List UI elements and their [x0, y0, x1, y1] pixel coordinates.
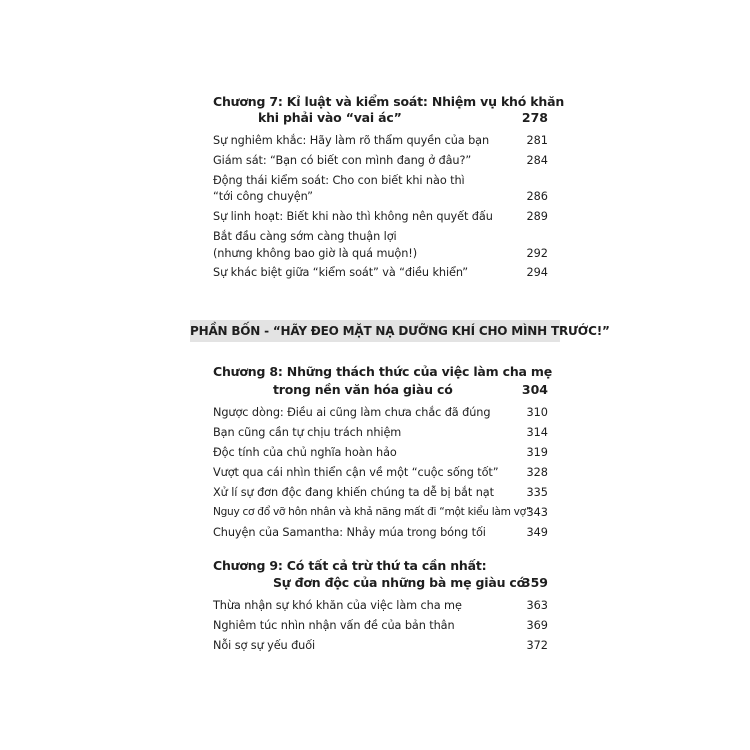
- toc-entry: Giám sát: “Bạn có biết con mình đang ở đâu?”: [213, 154, 472, 167]
- toc-entry: Nỗi sợ sự yếu đuối: [213, 639, 316, 652]
- toc-entry-page: 335: [526, 486, 548, 499]
- toc-entry: Ngược dòng: Điều ai cũng làm chưa chắc đã đúng: [213, 406, 491, 419]
- part-four-title: PHẦN BỐN - “HÃY ĐEO MẶT NẠ DƯỠNG KHÍ CHO MÌNH TRƯỚC!”: [190, 324, 610, 338]
- toc-entry: Xử lí sự đơn độc đang khiến chúng ta dễ bị bắt nạt: [213, 486, 494, 499]
- toc-entry-page: 363: [526, 599, 548, 612]
- chapter-9-title-line1: Chương 9: Có tất cả trừ thứ ta cần nhất:: [213, 558, 487, 573]
- chapter-8-title-line1: Chương 8: Những thách thức của việc làm cha mẹ: [213, 364, 553, 379]
- toc-entry-page: 310: [526, 406, 548, 419]
- toc-entry: Vượt qua cái nhìn thiển cận về một “cuộc sống tốt”: [213, 466, 499, 479]
- toc-entry-page: 319: [526, 446, 548, 459]
- toc-entry: Bắt đầu càng sớm càng thuận lợi: [213, 230, 397, 243]
- toc-entry: Nguy cơ đổ vỡ hôn nhân và khả năng mất đi “một kiểu làm vợ”: [213, 506, 532, 518]
- toc-entry: Thừa nhận sự khó khăn của việc làm cha mẹ: [213, 599, 462, 612]
- chapter-9-page: 359: [521, 575, 548, 590]
- toc-entry: Sự khác biệt giữa “kiểm soát” và “điều khiển”: [213, 266, 469, 279]
- toc-entry-page: 284: [526, 154, 548, 167]
- chapter-8-page: 304: [521, 382, 548, 397]
- toc-entry-page: 281: [526, 134, 548, 147]
- toc-entry-line2: (nhưng không bao giờ là quá muộn!): [213, 247, 418, 260]
- chapter-7-page: 278: [521, 110, 548, 125]
- toc-entry-page: 372: [526, 639, 548, 652]
- toc-entry-page: 328: [526, 466, 548, 479]
- toc-entry-line2: “tới công chuyện”: [213, 190, 313, 203]
- toc-entry: Sự linh hoạt: Biết khi nào thì không nên quyết đấu: [213, 210, 493, 223]
- toc-entry: Bạn cũng cần tự chịu trách nhiệm: [213, 426, 402, 439]
- chapter-8-title-line2: trong nền văn hóa giàu có: [273, 382, 453, 397]
- toc-entry: Sự nghiêm khắc: Hãy làm rõ thẩm quyền của bạn: [213, 134, 490, 147]
- toc-entry-page: 314: [526, 426, 548, 439]
- toc-entry-page: 349: [526, 526, 548, 539]
- toc-entry: Nghiêm túc nhìn nhận vấn đề của bản thân: [213, 619, 455, 632]
- part-four-banner: [190, 320, 610, 342]
- toc-entry-page: 292: [526, 247, 548, 260]
- toc-entry: Chuyện của Samantha: Nhảy múa trong bóng tối: [213, 526, 486, 539]
- chapter-9-title-line2: Sự đơn độc của những bà mẹ giàu có: [273, 575, 526, 590]
- toc-entry-page: 343: [526, 506, 548, 519]
- toc-entry-page: 289: [526, 210, 548, 223]
- toc-entry-page: 286: [526, 190, 548, 203]
- toc-entry-page: 369: [526, 619, 548, 632]
- toc-entry-page: 294: [526, 266, 548, 279]
- chapter-7-title-line1: Chương 7: Kỉ luật và kiểm soát: Nhiệm vụ khó khăn: [213, 94, 565, 109]
- toc-entry: Động thái kiểm soát: Cho con biết khi nào thì: [213, 174, 465, 187]
- chapter-7-title-line2: khi phải vào “vai ác”: [258, 110, 402, 125]
- toc-entry: Độc tính của chủ nghĩa hoàn hảo: [213, 446, 397, 459]
